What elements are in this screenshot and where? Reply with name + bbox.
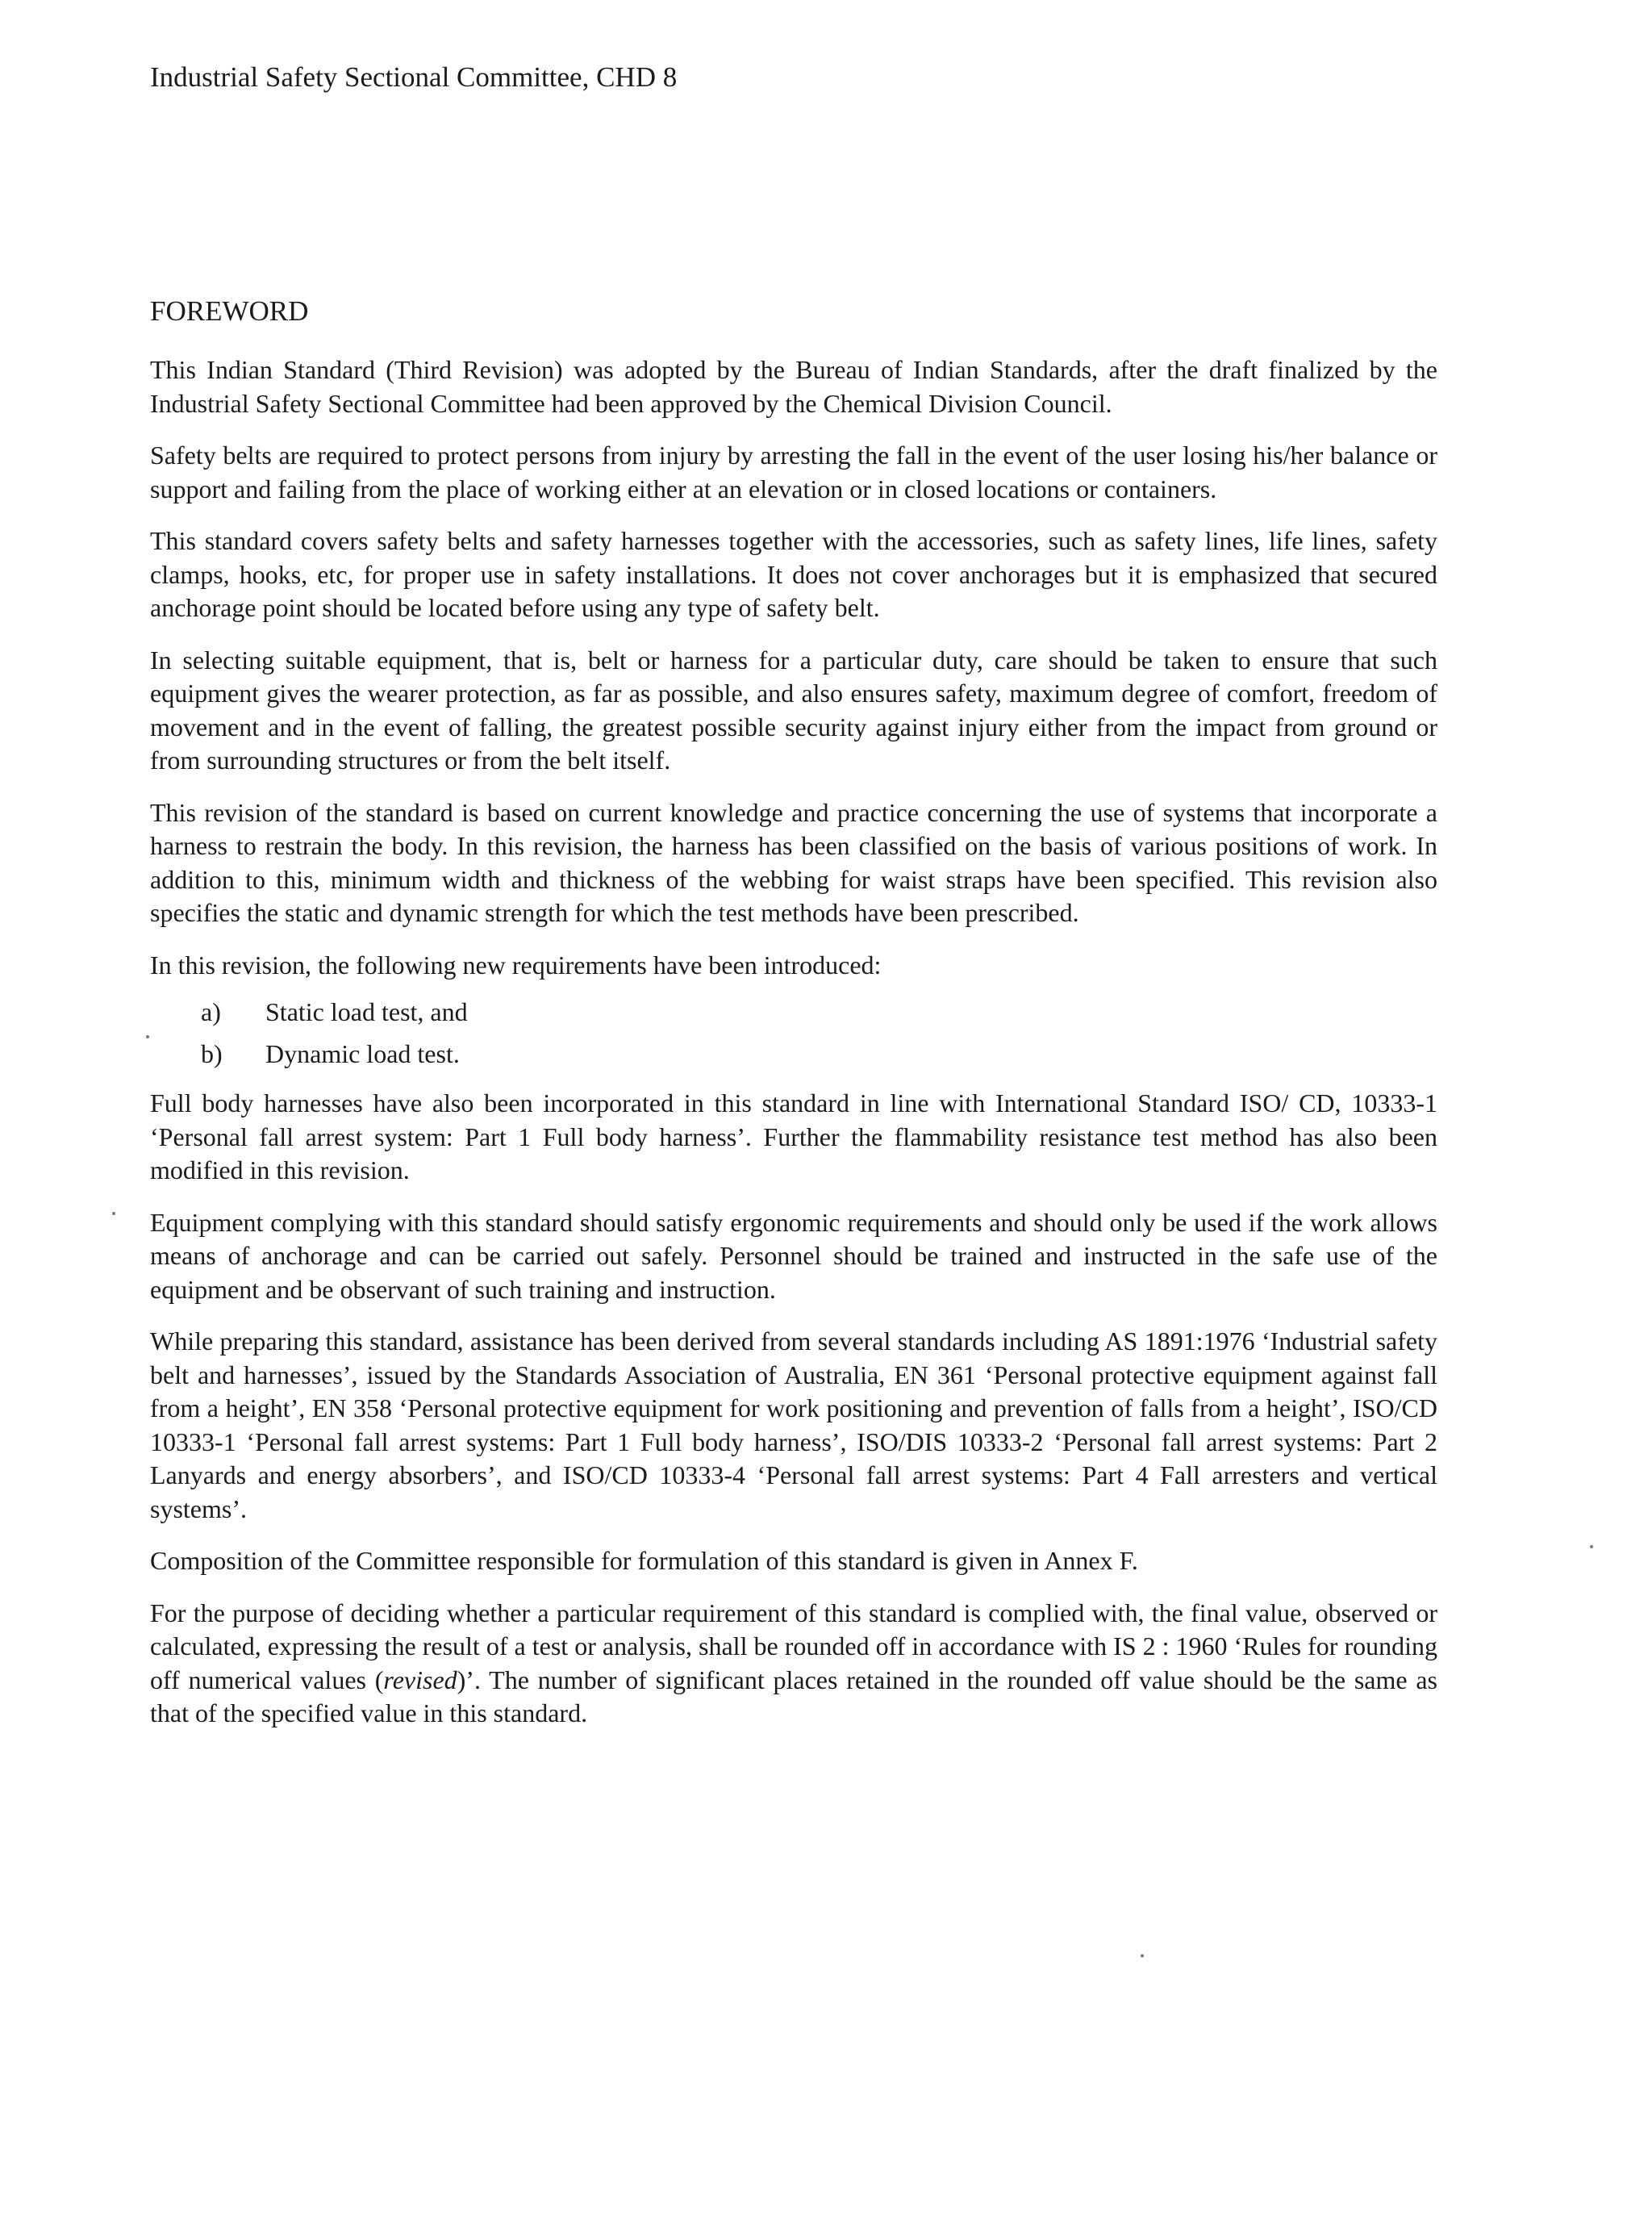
list-item <box>150 1038 1437 1071</box>
foreword-section <box>150 294 1437 1749</box>
foreword-paragraph-rounding <box>150 1597 1437 1731</box>
foreword-paragraph-adoption: This Indian Standard (Third Revision) was adopted by the Bureau of Indian Standards, after the draft finalized by the Industrial Safety Sectional Committee had been approved by the Chemical Division Council. <box>150 355 1437 418</box>
foreword-paragraph-ergonomics: Equipment complying with this standard should satisfy ergonomic requirements and should only be used if the work allows means of anchorage and can be carried out safely. Personnel should be trained and instructed in the safe use of the equipment and be observant of such training and instruction. <box>150 1207 1437 1304</box>
scan-speck <box>146 1035 149 1038</box>
scan-speck <box>1141 1954 1144 1957</box>
foreword-paragraph-full-body-harness: Full body harnesses have also been incorporated in this standard in line with International Standard ISO/ CD, 10333-1 ‘Personal fall arrest system: Part 1 Full body harness’. Further the flammability resistance test method has also been modified in this revision. <box>150 1088 1437 1184</box>
foreword-paragraph-purpose: Safety belts are required to protect persons from injury by arresting the fall in the event of the user losing his/her balance or support and failing from the place of working either at an elevation or in closed locations or containers. <box>150 441 1437 503</box>
rounding-text-italic: revised <box>383 1665 457 1694</box>
rounding-text-end: )’. The number of significant places retained in the rounded off value should be the same as that of the specified value in this standard. <box>150 1665 1438 1727</box>
list-item-text: Dynamic load test. <box>265 1038 460 1068</box>
scan-speck <box>1590 1545 1593 1548</box>
list-item-marker: b) <box>201 1038 223 1068</box>
rounding-text-start: For the purpose of deciding whether a particular requirement of this standard is complied with, the final value, observed or calculated, expressing the result of a test or analysis, shall be rounded off in accordance with IS 2 : 1960 ‘Rules for rounding off numerical values ( <box>150 1598 1437 1694</box>
list-item-text: Static load test, and <box>265 997 468 1026</box>
foreword-paragraph-new-requirements-intro: In this revision, the following new requirements have been introduced: <box>150 950 882 980</box>
foreword-paragraph-scope: This standard covers safety belts and safety harnesses together with the accessories, such as safety lines, life lines, safety clamps, hooks, etc, for proper use in safety installations. It does not cover anchorages but it is emphasized that secured anchorage point should be located before using any type of safety belt. <box>150 526 1437 622</box>
foreword-heading: FOREWORD <box>150 295 309 327</box>
foreword-paragraph-references: While preparing this standard, assistance has been derived from several standards including AS 1891:1976 ‘Industrial safety belt and harnesses’, issued by the Standards Association of Australia, EN 361 ‘Personal protective equipment against fall from a height’, EN 358 ‘Personal protective equipment for work positioning and prevention of falls from a height’, ISO/CD 10333-1 ‘Personal fall arrest systems: Part 1 Full body harness’, ISO/DIS 10333-2 ‘Personal fall arrest systems: Part 2 Lanyards and energy absorbers’, and ISO/CD 10333-4 ‘Personal fall arrest systems: Part 4 Fall arresters and vertical systems’. <box>150 1326 1437 1523</box>
foreword-paragraph-selection: In selecting suitable equipment, that is, belt or harness for a particular duty, care should be taken to ensure that such equipment gives the wearer protection, as far as possible, and also ensures safety, maximum degree of comfort, freedom of movement and in the event of falling, the greatest possible security against injury either from the impact from ground or from surrounding structures or from the belt itself. <box>150 645 1437 775</box>
foreword-paragraph-committee-composition: Composition of the Committee responsible for formulation of this standard is given in Annex F. <box>150 1546 1138 1575</box>
committee-header: Industrial Safety Sectional Committee, CHD 8 <box>150 61 678 93</box>
scan-speck <box>112 1212 115 1215</box>
list-item-marker: a) <box>201 997 221 1026</box>
foreword-paragraph-revision-basis: This revision of the standard is based on current knowledge and practice concerning the use of systems that incorporate a harness to restrain the body. In this revision, the harness has been classified on the basis of various positions of work. In addition to this, minimum width and thickness of the webbing for waist straps have been specified. This revision also specifies the static and dynamic strength for which the test methods have been prescribed. <box>150 797 1437 927</box>
list-item <box>150 996 1437 1030</box>
new-requirements-list <box>150 996 1437 1071</box>
